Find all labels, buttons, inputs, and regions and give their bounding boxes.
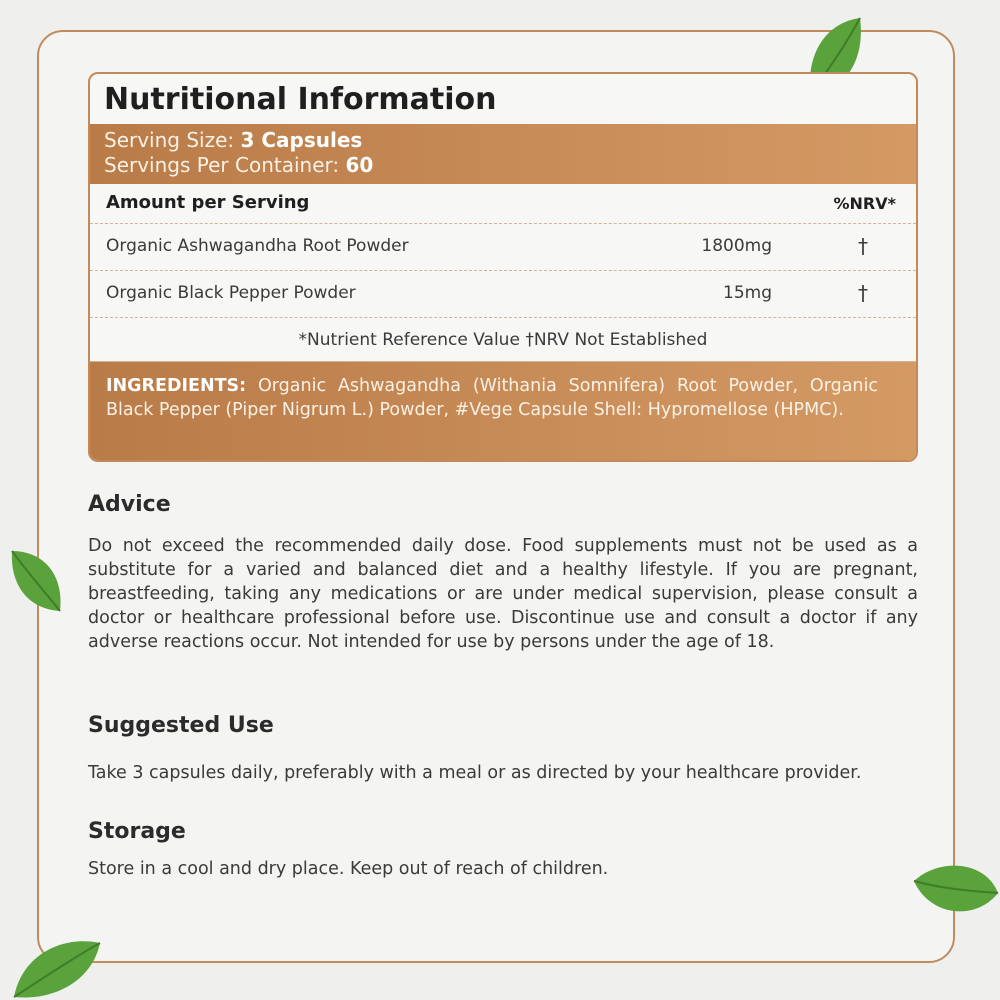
- serving-size-value: 3 Capsules: [240, 128, 363, 152]
- advice-text: Do not exceed the recommended daily dose. Food supplements must not be used as a substitute for a varied and balanced diet and a healthy lifestyle. If you are pregnant, breastfeeding, taking any medications or are under medical supervision, please consult a doctor or healthcare professional before use. Discontinue use and consult a doctor if any adverse reactions occur. Not intended for use by persons under the age of 18.: [88, 536, 918, 652]
- column-nrv: %NRV*: [833, 194, 896, 213]
- table-row: [90, 271, 916, 318]
- advice-title: Advice: [88, 492, 171, 517]
- suggested-use-text: Take 3 capsules daily, preferably with a meal or as directed by your healthcare provider.: [88, 763, 862, 783]
- table-row: [90, 224, 916, 271]
- leaf-icon: [8, 935, 104, 1000]
- serving-info-band: [90, 124, 916, 184]
- nutrition-panel: [88, 72, 918, 462]
- column-amount-per-serving: Amount per Serving: [106, 192, 310, 213]
- storage-title: Storage: [88, 819, 186, 844]
- ingredient-amount: 15mg: [723, 283, 772, 303]
- leaf-icon: [910, 855, 1000, 925]
- leaf-icon: [4, 545, 68, 617]
- ingredient-amount: 1800mg: [701, 236, 772, 256]
- servings-per-container-label: Servings Per Container:: [104, 153, 340, 177]
- panel-title: Nutritional Information: [104, 82, 497, 117]
- storage-text: Store in a cool and dry place. Keep out of reach of children.: [88, 859, 609, 879]
- ingredients-label: INGREDIENTS:: [106, 376, 247, 396]
- serving-size-line: [104, 128, 916, 153]
- nrv-footnote: *Nutrient Reference Value †NRV Not Established: [90, 318, 916, 362]
- ingredient-name: Organic Ashwagandha Root Powder: [106, 236, 409, 256]
- ingredients-text: Organic Ashwagandha (Withania Somnifera) Root Powder, Organic Black Pepper (Piper Nigrum L.) Powder, #Vege Capsule Shell: Hypromellose (HPMC).: [106, 376, 878, 420]
- ingredient-nrv: †: [858, 234, 868, 258]
- ingredient-name: Organic Black Pepper Powder: [106, 283, 356, 303]
- ingredients-band: [90, 362, 916, 462]
- ingredient-nrv: †: [858, 281, 868, 305]
- serving-size-label: Serving Size:: [104, 128, 235, 152]
- suggested-use-title: Suggested Use: [88, 713, 274, 738]
- servings-per-container-line: [104, 153, 916, 178]
- table-header: [90, 184, 916, 224]
- servings-per-container-value: 60: [345, 153, 374, 177]
